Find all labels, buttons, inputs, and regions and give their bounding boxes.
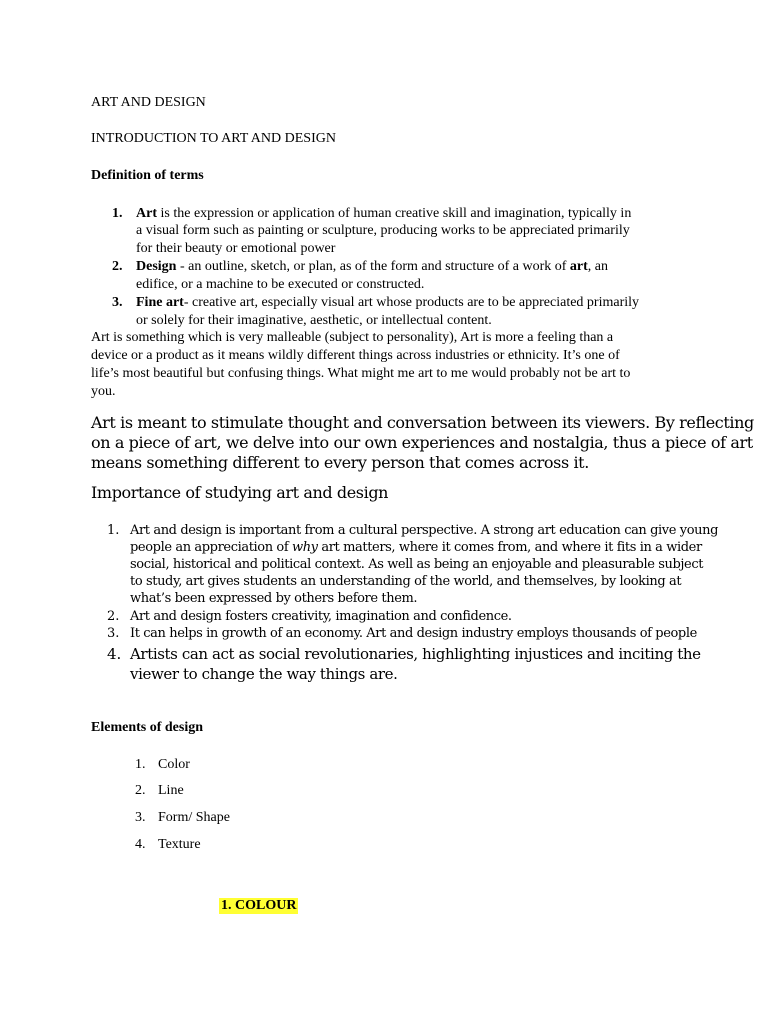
list-item-number: 3. xyxy=(112,295,123,310)
list-item-label: Texture xyxy=(158,837,201,852)
paragraph-line: Art is something which is very malleable (subject to personality), Art is more a feeling than a xyxy=(91,330,614,345)
term: Art xyxy=(136,206,157,221)
list-item-line: edifice, or a machine to be executed or constructed. xyxy=(136,277,425,292)
paragraph-line: you. xyxy=(91,384,116,399)
list-item-number: 1. xyxy=(135,757,146,772)
list-item-number: 4. xyxy=(135,837,146,852)
emphasis: why xyxy=(291,540,318,555)
term: Design xyxy=(136,259,177,274)
list-item-number: 4. xyxy=(107,645,122,663)
list-item-line: It can helps in growth of an economy. Art and design industry employs thousands of people xyxy=(130,626,697,641)
list-item-label: Line xyxy=(158,783,184,798)
list-item-label: Color xyxy=(158,757,190,772)
intro-heading: INTRODUCTION TO ART AND DESIGN xyxy=(91,131,336,146)
list-item-number: 3. xyxy=(135,810,146,825)
list-item-line: or solely for their imaginative, aesthetic, or intellectual content. xyxy=(136,313,492,328)
list-item-line: Artists can act as social revolutionaries, highlighting injustices and inciting the xyxy=(130,645,701,663)
paragraph-line: on a piece of art, we delve into our own experiences and nostalgia, thus a piece of art xyxy=(91,433,753,452)
definition-heading: Definition of terms xyxy=(91,168,204,183)
list-item-line: Art is the expression or application of human creative skill and imagination, typically in xyxy=(136,206,632,221)
elements-heading: Elements of design xyxy=(91,720,203,735)
list-item-line: a visual form such as painting or sculpture, producing works to be appreciated primarily xyxy=(136,223,630,238)
term: Fine art xyxy=(136,295,184,310)
paragraph-line: life’s most beautiful but confusing things. What might me art to me would probably not be art to xyxy=(91,366,631,381)
list-item-number: 2. xyxy=(107,609,120,624)
list-item-line: for their beauty or emotional power xyxy=(136,241,336,256)
list-item-number: 3. xyxy=(107,626,120,641)
list-item-number: 1. xyxy=(112,206,123,221)
paragraph-line: device or a product as it means wildly different things across industries or ethnicity. It’s one of xyxy=(91,348,620,363)
list-item-line: what’s been expressed by others before them. xyxy=(130,591,418,606)
list-item-line: Art and design is important from a cultural perspective. A strong art education can give young xyxy=(130,523,719,538)
list-item-line: to study, art gives students an understanding of the world, and themselves, by looking at xyxy=(130,574,682,589)
list-item-line: people an appreciation of why art matters, where it comes from, and where it fits in a wider xyxy=(130,540,702,555)
importance-heading: Importance of studying art and design xyxy=(91,483,389,502)
list-item-line: Fine art- creative art, especially visual art whose products are to be appreciated primarily xyxy=(136,295,640,310)
list-item-number: 2. xyxy=(112,259,123,274)
list-item-line: social, historical and political context. As well as being an enjoyable and pleasurable subject xyxy=(130,557,704,572)
paragraph-line: means something different to every person that comes across it. xyxy=(91,453,589,472)
section-heading-colour: 1. COLOUR xyxy=(221,898,297,913)
paragraph-line: Art is meant to stimulate thought and conversation between its viewers. By reflecting xyxy=(91,413,754,432)
list-item-number: 2. xyxy=(135,783,146,798)
list-item-line: Art and design fosters creativity, imagination and confidence. xyxy=(130,609,512,624)
list-item-number: 1. xyxy=(107,523,120,538)
list-item-label: Form/ Shape xyxy=(158,810,230,825)
list-item-line: viewer to change the way things are. xyxy=(130,665,398,683)
doc-title: ART AND DESIGN xyxy=(91,95,206,110)
list-item-line: Design - an outline, sketch, or plan, as of the form and structure of a work of art, an xyxy=(136,259,608,274)
